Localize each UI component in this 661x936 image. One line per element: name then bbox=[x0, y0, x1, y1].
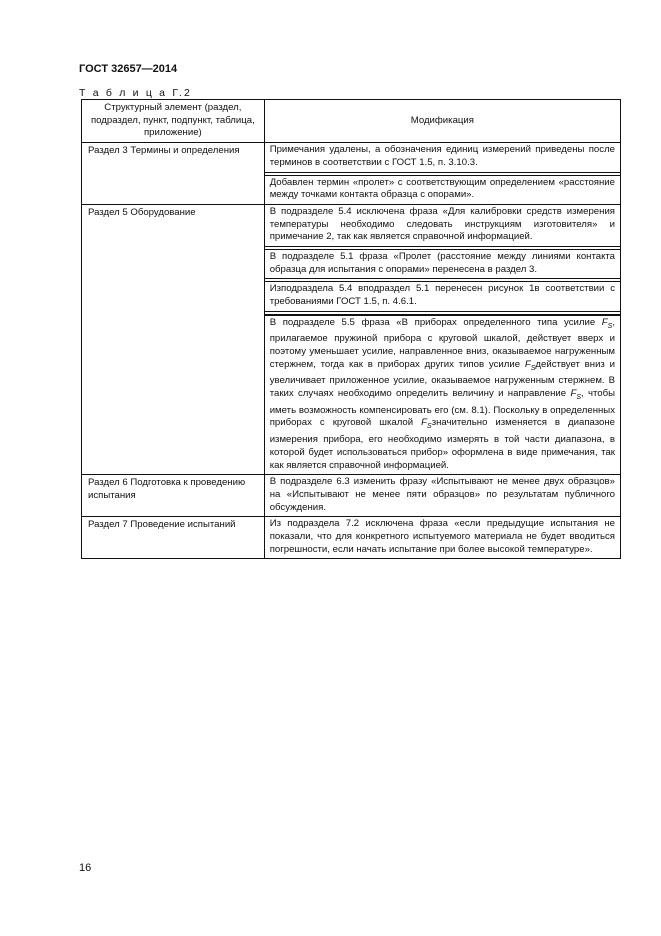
text-fragment: значительно изменяется в диапазоне измерения прибора, его необходимо измерять в той части диапазона, в которой будет использоваться прибор» оформлена в виде примечания, так как является справочной информацией. bbox=[269, 417, 615, 471]
header-structural-element: Структурный элемент (раздел, подраздел, пункт, подпункт, таблица, приложение) bbox=[82, 100, 265, 143]
modification-cell bbox=[264, 204, 620, 474]
modification-item: В подразделе 5.4 исключена фраза «Для калибровки средств измерения температуры необходимо следовать инструкциям изготовителя» и примечание 2, так как является справочной информацией. bbox=[265, 205, 620, 247]
header-modification: Модификация bbox=[264, 100, 620, 143]
text-fragment: , чтобы иметь возможность компенсировать его (см. 8.1). Поскольку в определенных приборах с круговой шкалой bbox=[269, 388, 615, 429]
text-fragment: действует вниз и увеличивает приложенное усилие, оказываемое нагруженным стержнем. В таких случаях необходимо определить величину и направление bbox=[269, 358, 615, 400]
text-fragment: В подразделе 5.5 фраза «В приборах определенного типа усилие bbox=[269, 316, 596, 328]
table-row bbox=[82, 517, 621, 559]
force-symbol: $F_S$ bbox=[421, 417, 432, 431]
modification-item: В подразделе 5.1 фраза «Пролет (расстояние между линиями контакта образца для испытания с опорами» перенесена в раздел 3. bbox=[265, 249, 620, 279]
section-cell: Раздел 3 Термины и определения bbox=[82, 143, 265, 205]
modification-item: Изподраздела 5.4 вподраздел 5.1 перенесен рисунок 1в соответствии с требованиями ГОСТ 1.5, п. 4.6.1. bbox=[265, 281, 620, 311]
modifications-table bbox=[81, 99, 621, 559]
force-symbol: $F_S$ bbox=[524, 358, 536, 372]
section-cell: Раздел 5 Оборудование bbox=[82, 204, 265, 474]
modification-item: Из подраздела 7.2 исключена фраза «если предыдущие испытания не показали, что для конкретного испытуемого материала не будет вводиться погрешности, если начать испытание при более высокой температуре». bbox=[269, 518, 615, 555]
modification-item: Добавлен термин «пролет» с соответствующим определением «расстояние между точками контакта образца с опорами». bbox=[265, 175, 620, 204]
document-header: ГОСТ 32657—2014 bbox=[79, 63, 178, 75]
table-row bbox=[82, 475, 621, 517]
force-symbol: $F_S$ bbox=[601, 316, 613, 330]
table-caption: Т а б л и ц а Г.2 bbox=[79, 87, 193, 99]
section-cell: Раздел 7 Проведение испытаний bbox=[82, 517, 265, 559]
page-number: 16 bbox=[79, 862, 92, 874]
modification-cell bbox=[264, 143, 620, 205]
table-row bbox=[82, 204, 621, 474]
modification-item: В подразделе 6.3 изменить фразу «Испытывают не менее двух образцов» на «Испытывают не менее пяти образцов» по результатам публичного обсуждения. bbox=[269, 476, 615, 513]
modification-item: Примечания удалены, а обозначения единиц измерений приведены после терминов в соответствии с ГОСТ 1.5, п. 3.10.3. bbox=[265, 143, 620, 172]
table-row bbox=[82, 143, 621, 205]
text-fragment: , прилагаемое пружиной прибора с круговой шкалой, действует вверх и поэтому уменьшает усилие, направленное вниз, оказываемое нагруженным стержнем, тогда как в приборах других типов усилие bbox=[269, 316, 616, 370]
force-symbol: $F_S$ bbox=[570, 388, 581, 402]
modification-cell bbox=[264, 475, 620, 517]
section-cell: Раздел 6 Подготовка к проведению испытания bbox=[82, 475, 265, 517]
modification-cell bbox=[264, 517, 620, 559]
table-header-row bbox=[82, 100, 621, 143]
modification-item bbox=[265, 314, 620, 474]
